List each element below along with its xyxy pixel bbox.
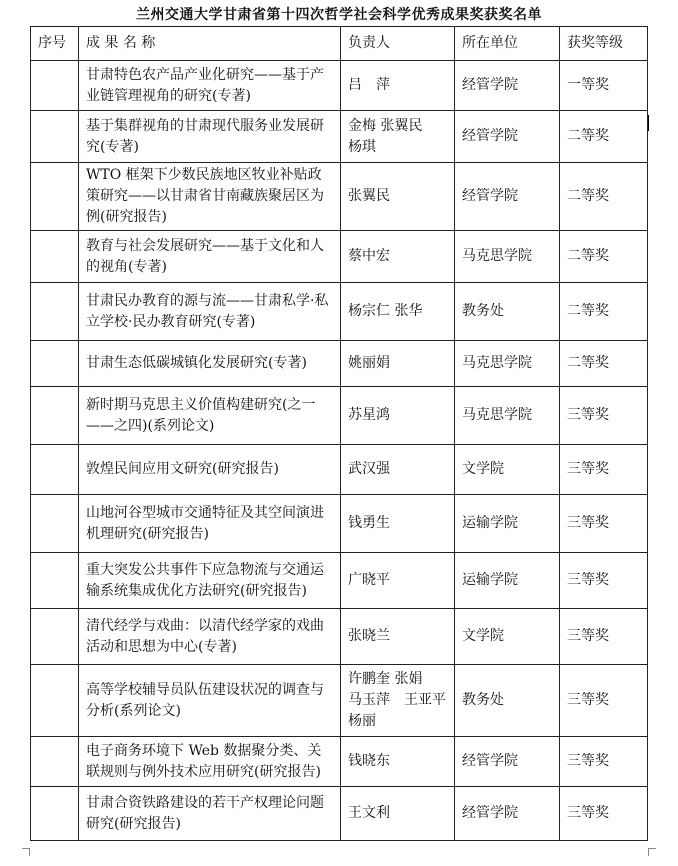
index-cell xyxy=(31,553,79,609)
table-row xyxy=(31,61,648,111)
level-cell: 三等奖 xyxy=(560,609,648,665)
index-cell xyxy=(31,61,79,111)
level-cell: 三等奖 xyxy=(560,737,648,787)
title-cell: 重大突发公共事件下应急物流与交通运输系统集成优化方法研究(研究报告) xyxy=(79,553,341,609)
index-cell xyxy=(31,609,79,665)
index-cell xyxy=(31,341,79,387)
header-index: 序号 xyxy=(31,27,79,61)
index-cell xyxy=(31,387,79,445)
index-cell xyxy=(31,111,79,163)
unit-cell: 教务处 xyxy=(455,665,560,737)
table-row xyxy=(31,283,648,341)
table-row xyxy=(31,495,648,553)
unit-cell: 文学院 xyxy=(455,445,560,495)
index-cell xyxy=(31,445,79,495)
unit-cell: 马克思学院 xyxy=(455,231,560,283)
person-cell: 金梅 张翼民 杨琪 xyxy=(341,111,455,163)
header-level: 获奖等级 xyxy=(560,27,648,61)
header-row xyxy=(31,27,648,61)
level-cell: 三等奖 xyxy=(560,495,648,553)
header-person: 负责人 xyxy=(341,27,455,61)
table-row xyxy=(31,387,648,445)
level-cell: 三等奖 xyxy=(560,445,648,495)
header-unit: 所在单位 xyxy=(455,27,560,61)
person-cell: 钱晓东 xyxy=(341,737,455,787)
table-row xyxy=(31,231,648,283)
person-cell: 姚丽娟 xyxy=(341,341,455,387)
awards-table xyxy=(30,26,648,841)
level-cell: 一等奖 xyxy=(560,61,648,111)
table-row xyxy=(31,737,648,787)
title-cell: 电子商务环境下 Web 数据聚分类、关联规则与例外技术应用研究(研究报告) xyxy=(79,737,341,787)
unit-cell: 经管学院 xyxy=(455,163,560,231)
table-row xyxy=(31,111,648,163)
level-cell: 三等奖 xyxy=(560,387,648,445)
title-cell: 甘肃生态低碳城镇化发展研究(专著) xyxy=(79,341,341,387)
title-cell: 甘肃特色农产品产业化研究——基于产业链管理视角的研究(专著) xyxy=(79,61,341,111)
unit-cell: 运输学院 xyxy=(455,495,560,553)
title-cell: WTO 框架下少数民族地区牧业补贴政策研究——以甘肃省甘南藏族聚居区为例(研究报告) xyxy=(79,163,341,231)
person-cell: 张晓兰 xyxy=(341,609,455,665)
title-cell: 基于集群视角的甘肃现代服务业发展研究(专著) xyxy=(79,111,341,163)
page-corner-mark-right xyxy=(648,848,656,856)
level-cell: 三等奖 xyxy=(560,787,648,841)
page-title: 兰州交通大学甘肃省第十四次哲学社会科学优秀成果奖获奖名单 xyxy=(136,7,542,23)
index-cell xyxy=(31,737,79,787)
person-cell: 王文利 xyxy=(341,787,455,841)
unit-cell: 经管学院 xyxy=(455,787,560,841)
person-cell: 蔡中宏 xyxy=(341,231,455,283)
level-cell: 二等奖 xyxy=(560,231,648,283)
unit-cell: 教务处 xyxy=(455,283,560,341)
unit-cell: 文学院 xyxy=(455,609,560,665)
unit-cell: 运输学院 xyxy=(455,553,560,609)
title-cell: 高等学校辅导员队伍建设状况的调查与分析(系列论文) xyxy=(79,665,341,737)
index-cell xyxy=(31,231,79,283)
table-row xyxy=(31,787,648,841)
index-cell xyxy=(31,787,79,841)
index-cell xyxy=(31,495,79,553)
person-cell: 许鹏奎 张娟 马玉萍 王亚平 杨丽 xyxy=(341,665,455,737)
person-cell: 张翼民 xyxy=(341,163,455,231)
title-cell: 教育与社会发展研究——基于文化和人的视角(专著) xyxy=(79,231,341,283)
title-cell: 山地河谷型城市交通特征及其空间演进机理研究(研究报告) xyxy=(79,495,341,553)
table-row xyxy=(31,553,648,609)
unit-cell: 经管学院 xyxy=(455,737,560,787)
title-cell: 新时期马克思主义价值构建研究(之一——之四)(系列论文) xyxy=(79,387,341,445)
table-row xyxy=(31,445,648,495)
person-cell: 吕 萍 xyxy=(341,61,455,111)
header-title: 成 果 名 称 xyxy=(79,27,341,61)
unit-cell: 经管学院 xyxy=(455,61,560,111)
title-cell: 清代经学与戏曲：以清代经学家的戏曲活动和思想为中心(专著) xyxy=(79,609,341,665)
index-cell xyxy=(31,665,79,737)
person-cell: 杨宗仁 张华 xyxy=(341,283,455,341)
text-cursor xyxy=(648,115,649,131)
page-corner-mark-left xyxy=(22,848,30,856)
unit-cell: 马克思学院 xyxy=(455,387,560,445)
table-row xyxy=(31,665,648,737)
person-cell: 钱勇生 xyxy=(341,495,455,553)
level-cell: 三等奖 xyxy=(560,553,648,609)
title-cell: 甘肃民办教育的源与流——甘肃私学·私立学校·民办教育研究(专著) xyxy=(79,283,341,341)
person-cell: 广晓平 xyxy=(341,553,455,609)
table-row xyxy=(31,341,648,387)
table-row xyxy=(31,163,648,231)
index-cell xyxy=(31,283,79,341)
level-cell: 二等奖 xyxy=(560,283,648,341)
person-cell: 苏星鸿 xyxy=(341,387,455,445)
person-cell: 武汉强 xyxy=(341,445,455,495)
title-cell: 敦煌民间应用文研究(研究报告) xyxy=(79,445,341,495)
level-cell: 二等奖 xyxy=(560,163,648,231)
level-cell: 三等奖 xyxy=(560,665,648,737)
unit-cell: 马克思学院 xyxy=(455,341,560,387)
title-cell: 甘肃合资铁路建设的若干产权理论问题研究(研究报告) xyxy=(79,787,341,841)
unit-cell: 经管学院 xyxy=(455,111,560,163)
level-cell: 二等奖 xyxy=(560,111,648,163)
index-cell xyxy=(31,163,79,231)
table-row xyxy=(31,609,648,665)
level-cell: 二等奖 xyxy=(560,341,648,387)
